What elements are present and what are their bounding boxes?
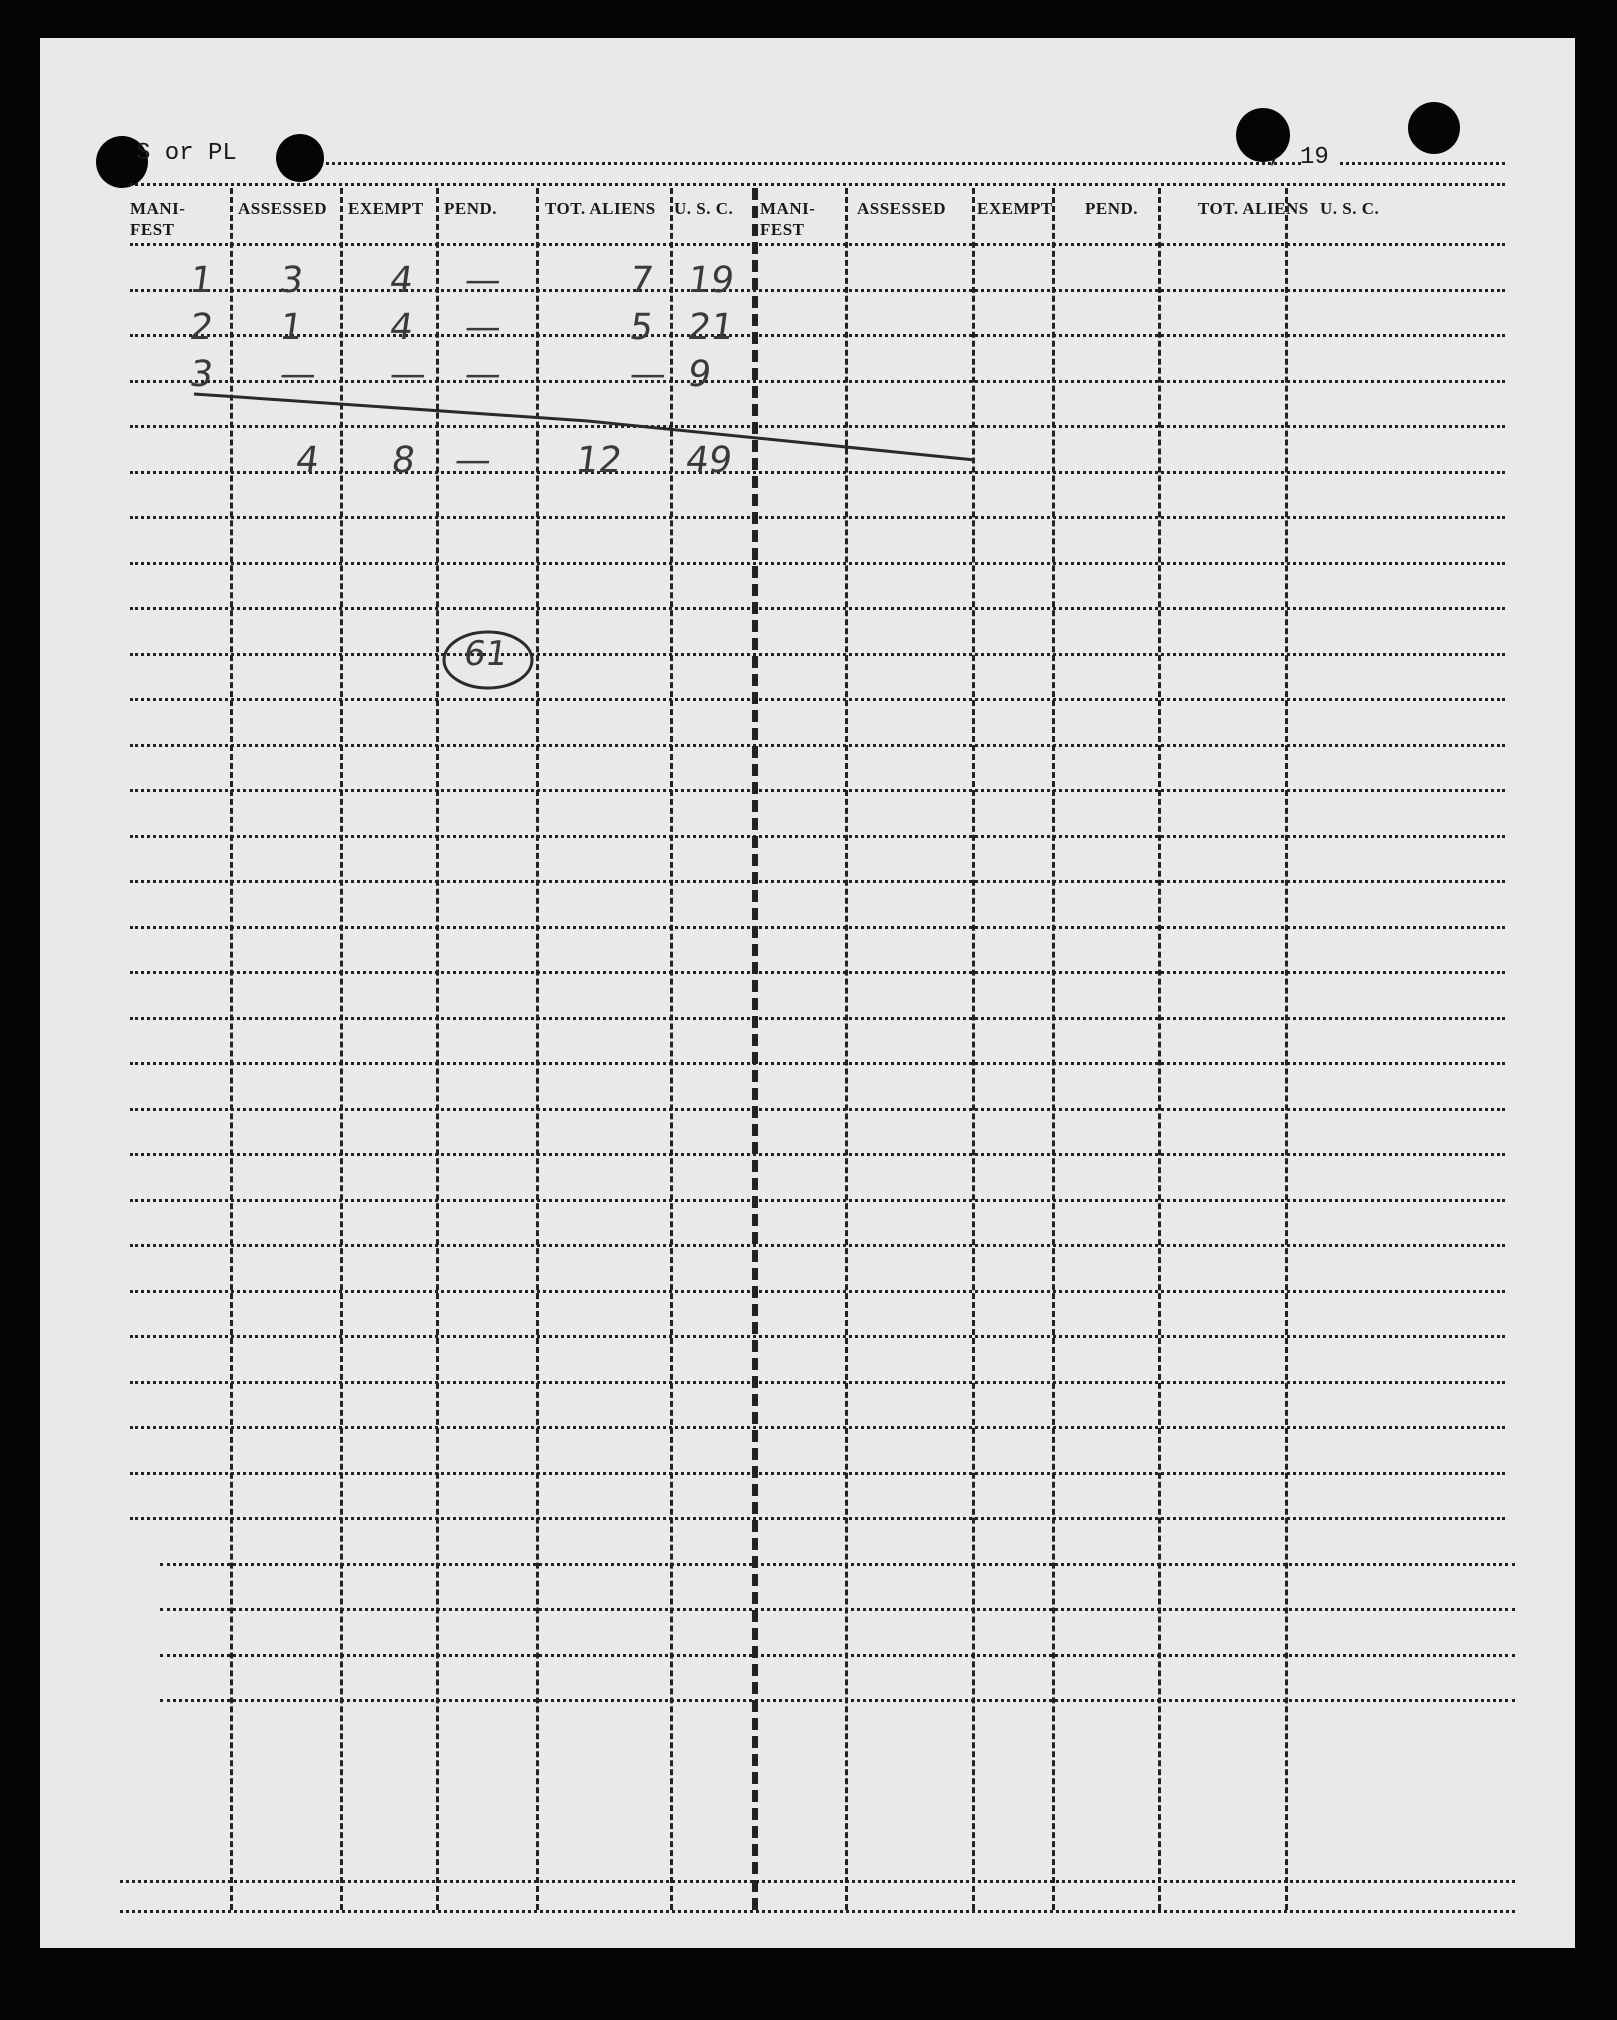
manifest-tally-sheet	[40, 38, 1575, 1948]
entry-manifest: 1	[187, 260, 216, 301]
entry-pend: —	[462, 354, 504, 395]
total-tot-aliens: 12	[573, 440, 625, 481]
total-underline-stroke	[194, 394, 975, 460]
col-header-right-manifest: MANI- FEST	[760, 199, 816, 239]
entry-tot-aliens: 5	[627, 307, 656, 348]
entry-tot-aliens: —	[627, 354, 669, 395]
entry-usc: 9	[685, 354, 714, 395]
entry-manifest: 2	[187, 307, 216, 348]
entry-usc: 21	[685, 307, 737, 348]
col-header-right-pend: PEND.	[1085, 199, 1139, 218]
pencil-marks	[40, 38, 1575, 1948]
entry-tot-aliens: 7	[627, 260, 656, 301]
col-header-left-pend: PEND.	[444, 199, 498, 218]
col-header-left-manifest: MANI- FEST	[130, 199, 186, 239]
entry-assessed: 1	[277, 307, 306, 348]
col-header-left-assessed: ASSESSED	[238, 199, 328, 218]
entry-assessed: —	[277, 354, 319, 395]
col-header-right-tot-aliens: TOT. ALIENS	[1198, 199, 1309, 218]
col-header-left-tot-aliens: TOT. ALIENS	[545, 199, 656, 218]
year-label: 19	[1300, 144, 1329, 171]
entry-assessed: 3	[277, 260, 306, 301]
entry-pend: —	[462, 260, 504, 301]
grand-total: 61	[461, 634, 511, 674]
date-separator: ,	[1268, 142, 1283, 169]
total-usc: 49	[683, 440, 735, 481]
total-exempt: 8	[389, 440, 418, 481]
entry-exempt: 4	[387, 260, 416, 301]
entry-exempt: 4	[387, 307, 416, 348]
col-header-right-assessed: ASSESSED	[857, 199, 947, 218]
col-header-left-usc: U. S. C.	[674, 199, 734, 218]
col-header-right-usc: U. S. C.	[1320, 199, 1380, 218]
entry-pend: —	[462, 307, 504, 348]
entry-manifest: 3	[187, 354, 216, 395]
entry-exempt: —	[387, 354, 429, 395]
col-header-left-exempt: EXEMPT	[348, 199, 424, 218]
col-header-right-exempt: EXEMPT	[977, 199, 1053, 218]
total-assessed: 4	[293, 440, 322, 481]
station-label: S or PL	[136, 140, 237, 167]
total-pend: —	[452, 440, 494, 481]
entry-usc: 19	[685, 260, 737, 301]
